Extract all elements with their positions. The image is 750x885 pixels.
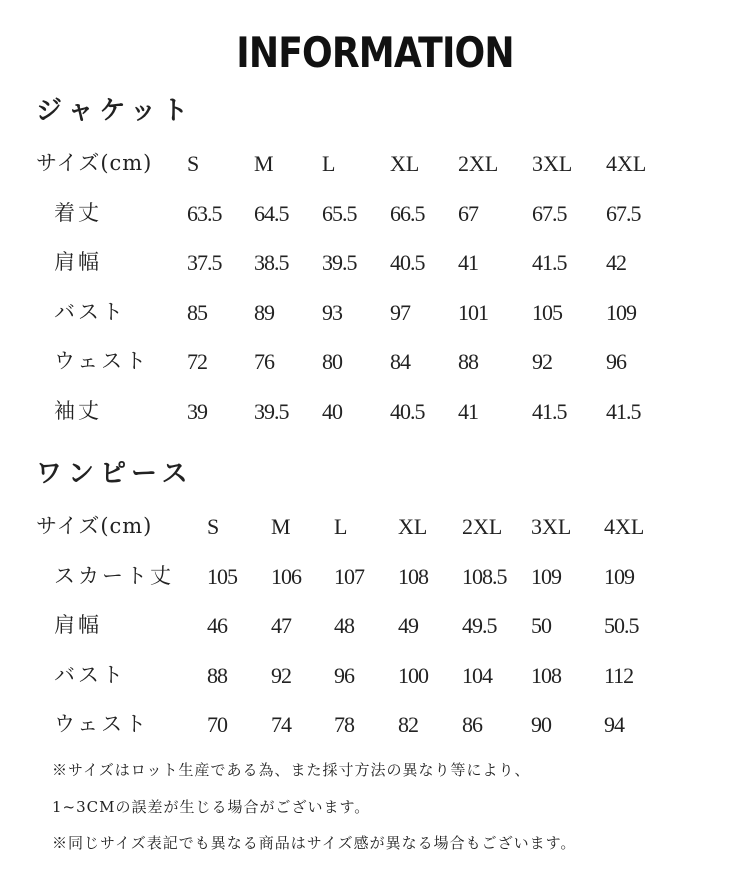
table-cell: 90 xyxy=(531,712,551,737)
table-cell: 89 xyxy=(254,299,274,325)
table-cell: 42 xyxy=(606,250,626,275)
table-cell: 107 xyxy=(334,563,364,589)
table-cell: 70 xyxy=(207,712,227,737)
row-label: ウェスト xyxy=(54,349,150,373)
table-cell: 67.5 xyxy=(606,200,641,226)
table-cell: 50 xyxy=(531,613,551,638)
table-cell: 40.5 xyxy=(390,250,425,275)
row-label: 着丈 xyxy=(54,200,102,225)
note-line: 1~3CMの誤差が生じる場合がございます。 xyxy=(52,798,371,816)
table-cell: 105 xyxy=(532,299,562,325)
table-cell: 74 xyxy=(271,712,291,737)
table-cell: 84 xyxy=(390,349,410,374)
table-cell: 112 xyxy=(604,662,634,688)
row-label: バスト xyxy=(54,299,126,324)
row-label: 袖丈 xyxy=(54,398,102,423)
size-header-3xl: 3XL xyxy=(531,514,572,539)
table-cell: 108.5 xyxy=(462,563,507,589)
table-cell: 47 xyxy=(271,613,291,638)
table-cell: 50.5 xyxy=(604,613,639,638)
size-header-l: L xyxy=(322,151,336,176)
table-cell: 108 xyxy=(531,662,561,688)
table-cell: 39.5 xyxy=(254,398,289,424)
table-cell: 92 xyxy=(532,349,552,374)
row-label: スカート丈 xyxy=(54,563,174,588)
size-header-2xl: 2XL xyxy=(458,151,499,176)
table-cell: 48 xyxy=(334,613,354,638)
table-cell: 85 xyxy=(187,299,207,325)
size-header-label: サイズ(cm) xyxy=(36,514,153,538)
table-cell: 37.5 xyxy=(187,250,222,275)
table-cell: 93 xyxy=(322,299,342,325)
row-label: ウェスト xyxy=(54,712,150,736)
dress-heading: ワンピース xyxy=(36,459,194,489)
size-header-4xl: 4XL xyxy=(604,514,645,539)
table-cell: 72 xyxy=(187,349,207,374)
table-cell: 41 xyxy=(458,398,478,424)
table-cell: 82 xyxy=(398,712,418,737)
table-cell: 66.5 xyxy=(390,200,425,226)
table-cell: 49 xyxy=(398,613,418,638)
size-header-l: L xyxy=(334,514,348,539)
table-cell: 105 xyxy=(207,563,237,589)
table-cell: 64.5 xyxy=(254,200,289,226)
table-cell: 76 xyxy=(254,349,274,374)
table-cell: 96 xyxy=(606,349,626,374)
table-cell: 106 xyxy=(271,563,301,589)
table-cell: 108 xyxy=(398,563,428,589)
table-cell: 88 xyxy=(207,662,227,688)
table-cell: 78 xyxy=(334,712,354,737)
size-header-s: S xyxy=(187,151,200,176)
size-header-m: M xyxy=(254,151,274,176)
table-cell: 96 xyxy=(334,662,354,688)
table-cell: 86 xyxy=(462,712,482,737)
table-cell: 41.5 xyxy=(606,398,641,424)
size-header-xl: XL xyxy=(390,151,420,176)
table-cell: 49.5 xyxy=(462,613,497,638)
row-label: バスト xyxy=(54,662,126,687)
table-cell: 39 xyxy=(187,398,207,424)
size-header-s: S xyxy=(207,514,220,539)
table-cell: 104 xyxy=(462,662,492,688)
table-cell: 94 xyxy=(604,712,624,737)
size-header-3xl: 3XL xyxy=(532,151,573,176)
table-cell: 41.5 xyxy=(532,250,567,275)
row-label: 肩幅 xyxy=(54,613,102,637)
table-cell: 88 xyxy=(458,349,478,374)
note-line: ※サイズはロット生産である為、また採寸方法の異なり等により、 xyxy=(52,761,531,779)
note-line: ※同じサイズ表記でも異なる商品はサイズ感が異なる場合もございます。 xyxy=(52,834,577,852)
table-cell: 40.5 xyxy=(390,398,425,424)
size-header-2xl: 2XL xyxy=(462,514,503,539)
row-label: 肩幅 xyxy=(54,250,102,274)
page-title: INFORMATION xyxy=(236,28,514,77)
table-cell: 100 xyxy=(398,662,428,688)
table-cell: 63.5 xyxy=(187,200,222,226)
table-cell: 97 xyxy=(390,299,410,325)
table-cell: 38.5 xyxy=(254,250,289,275)
table-cell: 92 xyxy=(271,662,291,688)
size-header-xl: XL xyxy=(398,514,428,539)
table-cell: 65.5 xyxy=(322,200,357,226)
table-cell: 39.5 xyxy=(322,250,357,275)
table-cell: 109 xyxy=(604,563,634,589)
jacket-heading: ジャケット xyxy=(36,96,195,126)
table-cell: 101 xyxy=(458,299,488,325)
table-cell: 80 xyxy=(322,349,342,374)
table-cell: 67.5 xyxy=(532,200,567,226)
table-cell: 67 xyxy=(458,200,478,226)
size-header-4xl: 4XL xyxy=(606,151,647,176)
size-header-m: M xyxy=(271,514,291,539)
size-header-label: サイズ(cm) xyxy=(36,151,153,175)
table-cell: 40 xyxy=(322,398,342,424)
table-cell: 46 xyxy=(207,613,227,638)
table-cell: 109 xyxy=(531,563,561,589)
table-cell: 109 xyxy=(606,299,636,325)
table-cell: 41.5 xyxy=(532,398,567,424)
table-cell: 41 xyxy=(458,250,478,275)
